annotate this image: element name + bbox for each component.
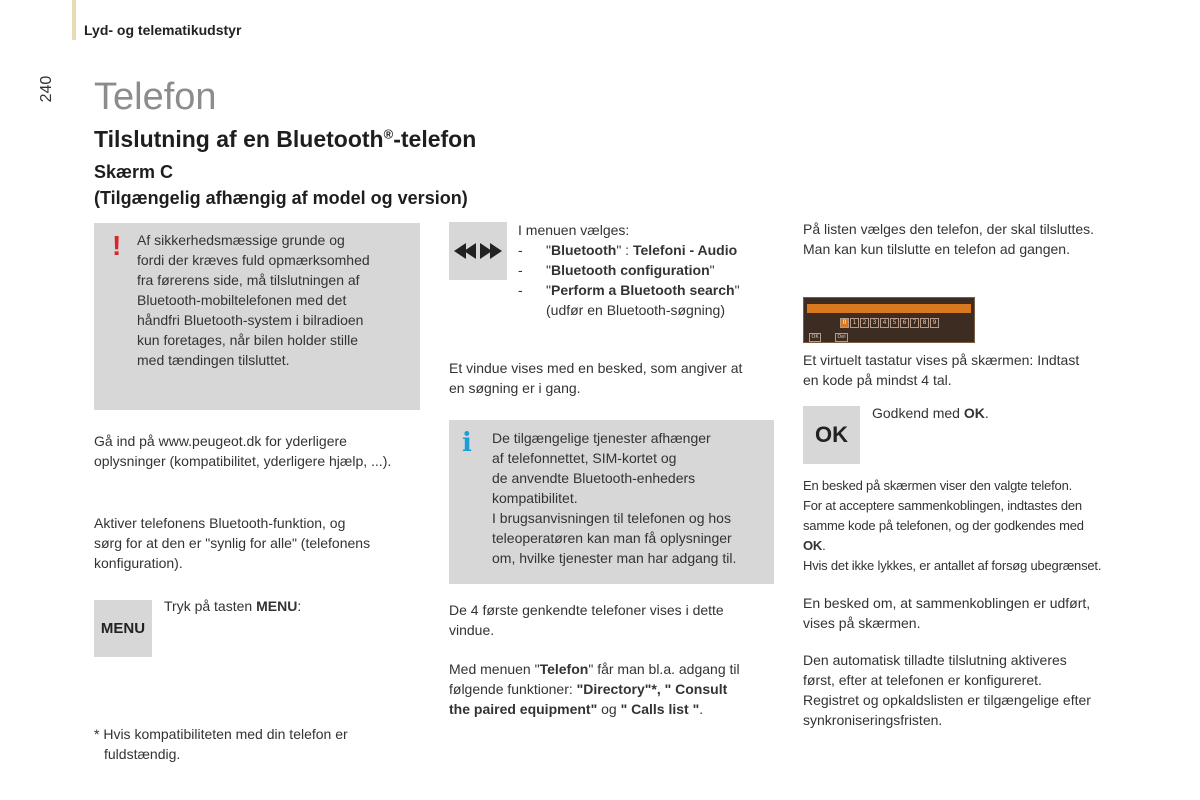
first-four-phones-text	[449, 600, 779, 640]
text-run: følgende funktioner:	[449, 681, 577, 697]
text-line: vindue.	[449, 622, 495, 638]
text-run: Bluetooth	[550, 242, 617, 258]
keypad-key: 0	[840, 318, 849, 328]
press-prefix: Tryk på tasten	[164, 598, 257, 614]
text-line: kun foretages, når bilen holder stille	[137, 332, 359, 348]
text-line: først, efter at telefonen er konfigureret.	[803, 672, 1042, 688]
text-line: en søgning er i gang.	[449, 380, 581, 396]
menu-button-icon: MENU	[94, 600, 152, 657]
warning-icon: !	[112, 230, 122, 261]
keypad-key: 4	[880, 318, 889, 328]
menu-item	[518, 280, 778, 300]
text-line: På listen vælges den telefon, der skal tilsluttes.	[803, 221, 1095, 237]
page-number: 240	[38, 75, 55, 103]
menu-selection-list	[518, 220, 778, 320]
text-run: "	[709, 262, 715, 278]
select-phone-text	[803, 219, 1143, 259]
header-accent-bar	[72, 0, 76, 40]
phone-menu-line-1	[449, 659, 779, 679]
text-line: Bluetooth-mobiltelefonen med det	[137, 292, 347, 308]
text-line: Et vindue vises med en besked, som angiver at	[449, 360, 743, 376]
pairing-ok: OK	[803, 538, 823, 553]
text-line: de anvendte Bluetooth-enheders	[492, 470, 696, 486]
pairing-message-lines	[803, 476, 1153, 536]
text-line: Den automatisk tilladte tilslutning aktiveres	[803, 652, 1067, 668]
activate-bluetooth-text	[94, 513, 424, 573]
text-run: Perform a Bluetooth search	[550, 282, 735, 298]
text-line: I brugsanvisningen til telefonen og hos	[492, 510, 731, 526]
pairing-ok-line	[803, 536, 1153, 556]
text-run: "	[546, 282, 551, 298]
keypad-key: 2	[860, 318, 869, 328]
warning-text	[137, 230, 407, 370]
text-line: kompatibilitet.	[492, 490, 578, 506]
footnote-line-1: * Hvis kompatibiliteten med din telefon er	[94, 726, 348, 742]
press-suffix: :	[297, 598, 302, 614]
text-run: Bluetooth configuration	[550, 262, 710, 278]
text-run: "Directory"*, " Consult	[576, 681, 728, 697]
text-line: Man kan kun tilslutte en telefon ad gangen.	[803, 241, 1070, 257]
text-line: med tændingen tilsluttet.	[137, 352, 290, 368]
press-menu-text	[164, 596, 301, 616]
text-line: For at acceptere sammenkoblingen, indtastes den	[803, 498, 1082, 513]
footnote	[94, 724, 424, 764]
text-line: Gå ind på www.peugeot.dk for yderligere	[94, 433, 347, 449]
keypad-key: 1	[850, 318, 859, 328]
text-run: Telefoni - Audio	[632, 242, 738, 258]
heading-screen: Skærm C	[94, 162, 174, 182]
screen-ok-button: OK	[809, 333, 821, 342]
menu-item	[518, 260, 778, 280]
text-line: af telefonnettet, SIM-kortet og	[492, 450, 677, 466]
text-run: the paired equipment"	[449, 701, 598, 717]
keypad	[840, 318, 939, 328]
menu-item-dash: -	[518, 262, 523, 278]
keypad-key: 9	[930, 318, 939, 328]
pairing-done-text	[803, 593, 1143, 633]
phone-menu-line-3	[449, 699, 779, 719]
keypad-key: 5	[890, 318, 899, 328]
menu-item-text	[546, 260, 715, 280]
ok-button-icon: OK	[803, 406, 860, 464]
text-line: konfiguration).	[94, 555, 183, 571]
text-line: En besked på skærmen viser den valgte telefon.	[803, 478, 1073, 493]
text-run: "	[734, 282, 740, 298]
virtual-keyboard-screen	[803, 297, 975, 343]
registered-mark: ®	[383, 126, 394, 142]
keypad-key: 6	[900, 318, 909, 328]
text-run: .	[699, 701, 704, 717]
text-line: oplysninger (kompatibilitet, yderligere hjælp, ...).	[94, 453, 392, 469]
menu-item-dash: -	[518, 282, 523, 298]
text-run: "	[546, 262, 551, 278]
text-line: samme kode på telefonen, og der godkendes med	[803, 518, 1084, 533]
heading-availability: (Tilgængelig afhængig af model og version)	[94, 188, 468, 208]
search-window-text	[449, 358, 779, 398]
heading-suffix-text: -telefon	[393, 126, 477, 152]
keypad-key: 8	[920, 318, 929, 328]
confirm-ok-text	[872, 403, 989, 423]
text-line: teleoperatøren kan man få oplysninger	[492, 530, 732, 546]
text-line: Registret og opkaldslisten er tilgængelige efter	[803, 692, 1091, 708]
text-run: " Calls list "	[620, 701, 700, 717]
text-run: " får man bl.a. adgang til	[588, 661, 740, 677]
heading-bluetooth-connection	[94, 126, 476, 153]
text-line: Af sikkerhedsmæssige grunde og	[137, 232, 345, 248]
phone-menu-line-2	[449, 679, 779, 699]
confirm-prefix: Godkend med	[872, 405, 964, 421]
text-line: fordi der kræves fuld opmærksomhed	[137, 252, 370, 268]
keypad-key: 7	[910, 318, 919, 328]
text-line: De 4 første genkendte telefoner vises i dette	[449, 602, 724, 618]
text-run: "	[546, 242, 551, 258]
menu-item	[518, 240, 778, 260]
section-label: Lyd- og telematikudstyr	[84, 22, 242, 38]
info-icon: i	[462, 428, 472, 458]
menu-intro: I menuen vælges:	[518, 222, 630, 238]
text-run: Med menuen "	[449, 661, 540, 677]
menu-item-text	[546, 240, 737, 260]
text-line: en kode på mindst 4 tal.	[803, 372, 952, 388]
menu-item-text	[546, 280, 740, 300]
page-title: Telefon	[94, 76, 217, 118]
text-run: " :	[616, 242, 633, 258]
menu-note: (udfør en Bluetooth-søgning)	[546, 302, 725, 318]
text-line: vises på skærmen.	[803, 615, 921, 631]
pairing-ok-suffix: .	[822, 538, 826, 553]
text-line: Et virtuelt tastatur vises på skærmen: Indtast	[803, 352, 1080, 368]
footnote-line-2: fuldstændig.	[104, 746, 181, 762]
keypad-key: 3	[870, 318, 879, 328]
text-run: og	[597, 701, 621, 717]
text-line: om, hvilke tjenester man har adgang til.	[492, 550, 737, 566]
confirm-suffix: .	[984, 405, 989, 421]
pairing-fail-line: Hvis det ikke lykkes, er antallet af forsøg ubegrænset.	[803, 558, 1102, 573]
heading-main-text: Tilslutning af en Bluetooth	[94, 126, 384, 152]
text-line: De tilgængelige tjenester afhænger	[492, 430, 711, 446]
text-line: sørg for at den er "synlig for alle" (telefonens	[94, 535, 371, 551]
skip-back-forward-icon	[449, 222, 507, 280]
website-text	[94, 431, 424, 471]
confirm-key: OK	[963, 405, 985, 421]
virtual-keyboard-text	[803, 350, 1143, 390]
text-line: En besked om, at sammenkoblingen er udført,	[803, 595, 1091, 611]
code-entry-bar	[807, 304, 971, 313]
text-line: Aktiver telefonens Bluetooth-funktion, og	[94, 515, 346, 531]
text-line: håndfri Bluetooth-system i bilradioen	[137, 312, 364, 328]
screen-del-button: Del	[835, 333, 848, 342]
text-line: synkroniseringsfristen.	[803, 712, 943, 728]
text-line: fra førerens side, må tilslutningen af	[137, 272, 360, 288]
pairing-message-text	[803, 476, 1153, 576]
menu-item-dash: -	[518, 242, 523, 258]
press-key: MENU	[256, 598, 298, 614]
phone-menu-text	[449, 659, 779, 719]
text-run: Telefon	[539, 661, 589, 677]
info-text	[492, 428, 767, 568]
auto-connection-text	[803, 650, 1143, 730]
menu-items	[518, 240, 778, 300]
